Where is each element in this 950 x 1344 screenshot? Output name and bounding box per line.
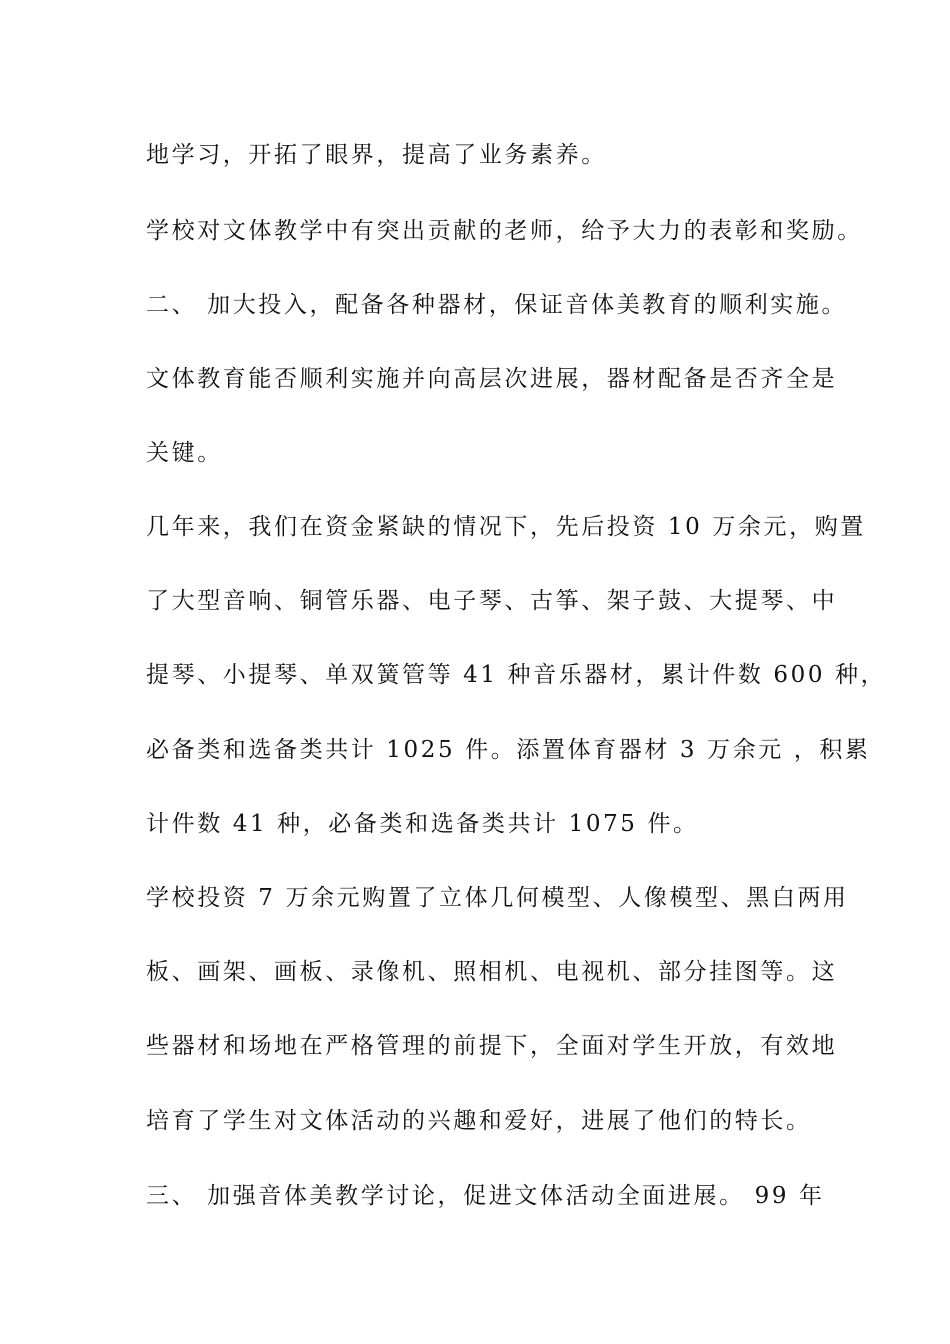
paragraph-line: 些器材和场地在严格管理的前提下，全面对学生开放，有效地: [146, 1033, 838, 1059]
paragraph-line: 培育了学生对文体活动的兴趣和爱好，进展了他们的特长。: [146, 1108, 812, 1134]
paragraph-line: 了大型音响、铜管乐器、电子琴、古筝、架子鼓、大提琴、中: [146, 588, 838, 614]
paragraph-line: 文体教育能否顺利实施并向高层次进展，器材配备是否齐全是: [146, 366, 838, 392]
paragraph-line: 几年来，我们在资金紧缺的情况下，先后投资 10 万余元，购置: [146, 514, 866, 540]
paragraph-line: 板、画架、画板、录像机、照相机、电视机、部分挂图等。这: [146, 959, 838, 985]
paragraph-line: 提琴、小提琴、单双簧管等 41 种音乐器材，累计件数 600 种，: [146, 662, 887, 688]
paragraph-line: 学校投资 7 万余元购置了立体几何模型、人像模型、黑白两用: [146, 885, 849, 911]
paragraph-line: 必备类和选备类共计 1025 件。添置体育器材 3 万余元 ，积累: [146, 737, 871, 763]
section-heading-2: 二、 加大投入，配备各种器材，保证音体美教育的顺利实施。: [146, 292, 848, 318]
paragraph-line: 地学习，开拓了眼界，提高了业务素养。: [146, 142, 607, 168]
paragraph-line: 关键。: [146, 440, 223, 466]
paragraph-line: 计件数 41 种，必备类和选备类共计 1075 件。: [146, 811, 699, 837]
paragraph-line: 学校对文体教学中有突出贡献的老师，给予大力的表彰和奖励。: [146, 218, 863, 244]
section-heading-3: 三、 加强音体美教学讨论，促进文体活动全面进展。 99 年: [146, 1183, 825, 1209]
